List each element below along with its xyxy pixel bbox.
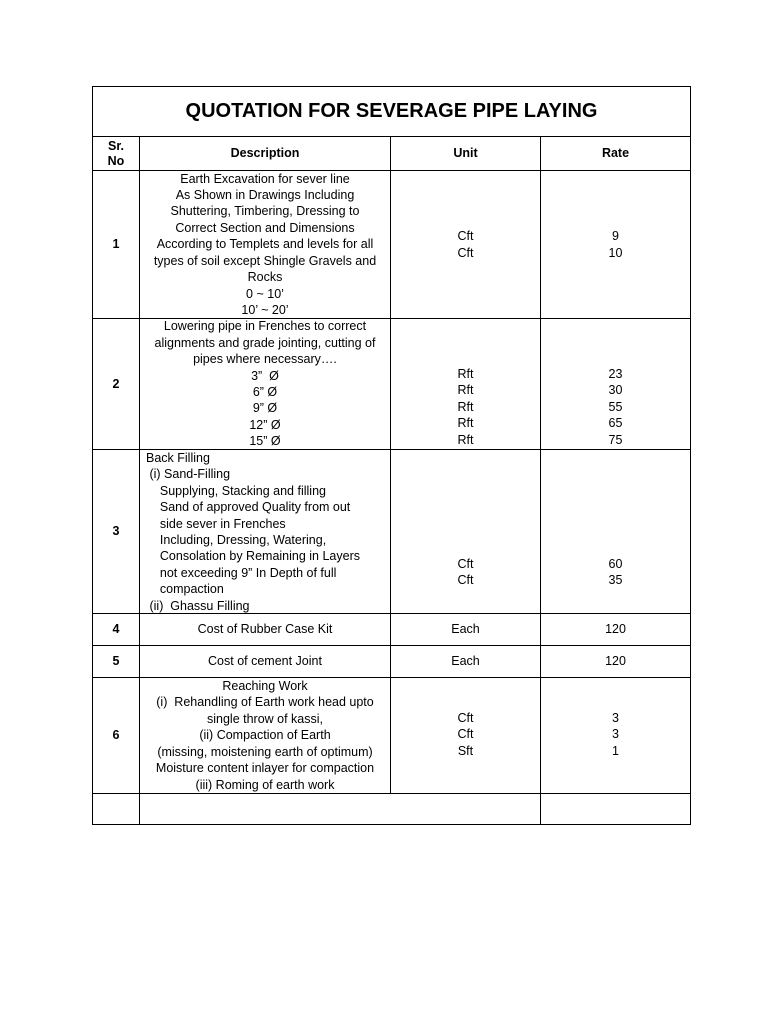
desc-line: compaction [146, 582, 224, 597]
row-1-unit [390, 170, 541, 319]
desc-line: According to Templets and levels for all [156, 237, 374, 252]
sr-number: 6 [112, 728, 120, 743]
row-5-sr [92, 645, 140, 678]
desc-line: Supplying, Stacking and filling [146, 483, 326, 498]
unit-value: Rft [457, 383, 474, 398]
desc-line: single throw of kassi, [206, 711, 324, 726]
row-5-description [139, 645, 391, 678]
header-sr-line1: Sr. [108, 138, 124, 153]
unit-value: Cft [457, 557, 474, 571]
header-rate-label: Rate [601, 146, 630, 160]
header-unit-label: Unit [453, 146, 478, 160]
unit-value: Cft [457, 711, 474, 725]
row-2-description [139, 318, 391, 450]
unit-value: Rft [457, 432, 474, 447]
desc-line: Cost of Rubber Case Kit [197, 622, 333, 637]
row-2-rate [540, 318, 691, 450]
unit-value: Sft [457, 743, 474, 758]
rate-value: 65 [608, 416, 623, 431]
rate-value: 3 [612, 727, 619, 742]
desc-line: Lowering pipe in Frenches to correct [163, 319, 367, 334]
row-4-description [139, 613, 391, 646]
desc-line: Including, Dressing, Watering, [146, 533, 327, 548]
empty-row-description-unit [139, 793, 541, 825]
row-2-sr [92, 318, 140, 450]
desc-line: Sand of approved Quality from out [146, 500, 351, 515]
desc-line: Moisture content inlayer for compaction [155, 761, 375, 776]
sr-number: 4 [112, 622, 120, 637]
desc-line: As Shown in Drawings Including [175, 188, 355, 203]
desc-line: Back Filling [146, 451, 210, 465]
row-5-unit [390, 645, 541, 678]
header-rate [540, 136, 691, 171]
rate-value: 3 [612, 711, 619, 725]
header-unit [390, 136, 541, 171]
row-4-unit [390, 613, 541, 646]
rate-value: 60 [608, 557, 623, 571]
desc-line: Reaching Work [222, 679, 308, 694]
sr-number: 5 [112, 654, 120, 669]
desc-line: 12” Ø [249, 417, 281, 432]
unit-value: Rft [457, 399, 474, 414]
desc-line: (ii) Ghassu Filling [146, 598, 250, 613]
desc-line: not exceeding 9” In Depth of full [146, 565, 337, 580]
header-description [139, 136, 391, 171]
desc-line: pipes where necessary…. [193, 352, 337, 367]
row-2-unit [390, 318, 541, 450]
desc-line: 9” Ø [252, 401, 278, 416]
unit-value: Each [451, 622, 480, 637]
row-1-rate [540, 170, 691, 319]
row-4-rate [540, 613, 691, 646]
empty-row-rate [540, 793, 691, 825]
desc-line: Correct Section and Dimensions [175, 220, 355, 235]
rate-value: 1 [612, 743, 619, 758]
row-6-description [139, 677, 391, 794]
sr-number: 1 [112, 237, 120, 252]
rate-value: 55 [608, 399, 623, 414]
row-6-rate [540, 677, 691, 794]
desc-line: 10’ ~ 20’ [241, 302, 289, 317]
desc-line: Shuttering, Timbering, Dressing to [170, 204, 360, 219]
rate-value: 23 [608, 366, 623, 381]
sr-number: 2 [112, 376, 120, 391]
rate-value: 120 [605, 622, 626, 637]
row-5-rate [540, 645, 691, 678]
desc-line: Consolation by Remaining in Layers [146, 549, 361, 564]
desc-line: 6” Ø [252, 385, 278, 399]
unit-value: Cft [457, 727, 474, 742]
desc-line: (missing, moistening earth of optimum) [157, 744, 373, 759]
desc-line: side sever in Frenches [146, 516, 286, 531]
desc-line: types of soil except Shingle Gravels and [153, 253, 377, 268]
unit-value: Cft [457, 245, 474, 260]
desc-line: 0 ~ 10’ [246, 286, 284, 301]
desc-line: (ii) Compaction of Earth [199, 728, 331, 743]
empty-row-sr [92, 793, 140, 825]
row-3-sr [92, 449, 140, 614]
header-sr-no [92, 136, 140, 171]
row-3-unit [390, 449, 541, 614]
desc-line: (i) Sand-Filling [146, 467, 231, 482]
row-3-description [139, 449, 391, 614]
unit-value: Rft [457, 416, 474, 431]
row-1-sr [92, 170, 140, 319]
unit-value: Each [451, 654, 480, 669]
unit-value: Rft [457, 366, 474, 381]
desc-line: 3” Ø [251, 368, 279, 383]
rate-value: 9 [612, 229, 619, 244]
quotation-table [93, 87, 691, 826]
desc-line: (iii) Roming of earth work [195, 777, 335, 792]
header-sr-line2: No [107, 153, 125, 168]
row-6-sr [92, 677, 140, 794]
desc-line: 15” Ø [249, 434, 281, 449]
sr-number: 3 [112, 524, 120, 539]
rate-value: 120 [605, 654, 626, 669]
row-6-unit [390, 677, 541, 794]
desc-line: Cost of cement Joint [208, 654, 322, 669]
row-3-rate [540, 449, 691, 614]
rate-value: 30 [608, 383, 623, 398]
desc-line: (i) Rehandling of Earth work head upto [156, 695, 374, 710]
rate-value: 10 [608, 245, 623, 260]
page-title: QUOTATION FOR SEVERAGE PIPE LAYING [185, 100, 598, 123]
rate-value: 35 [608, 573, 623, 588]
desc-line: alignments and grade jointing, cutting of [154, 335, 376, 350]
table-title [92, 86, 691, 137]
rate-value: 75 [608, 432, 623, 447]
desc-line: Rocks [247, 270, 283, 285]
header-description-label: Description [230, 146, 300, 160]
row-4-sr [92, 613, 140, 646]
row-1-description [139, 170, 391, 319]
unit-value: Cft [457, 573, 474, 588]
unit-value: Cft [457, 229, 474, 244]
desc-line: Earth Excavation for sever line [180, 171, 350, 186]
